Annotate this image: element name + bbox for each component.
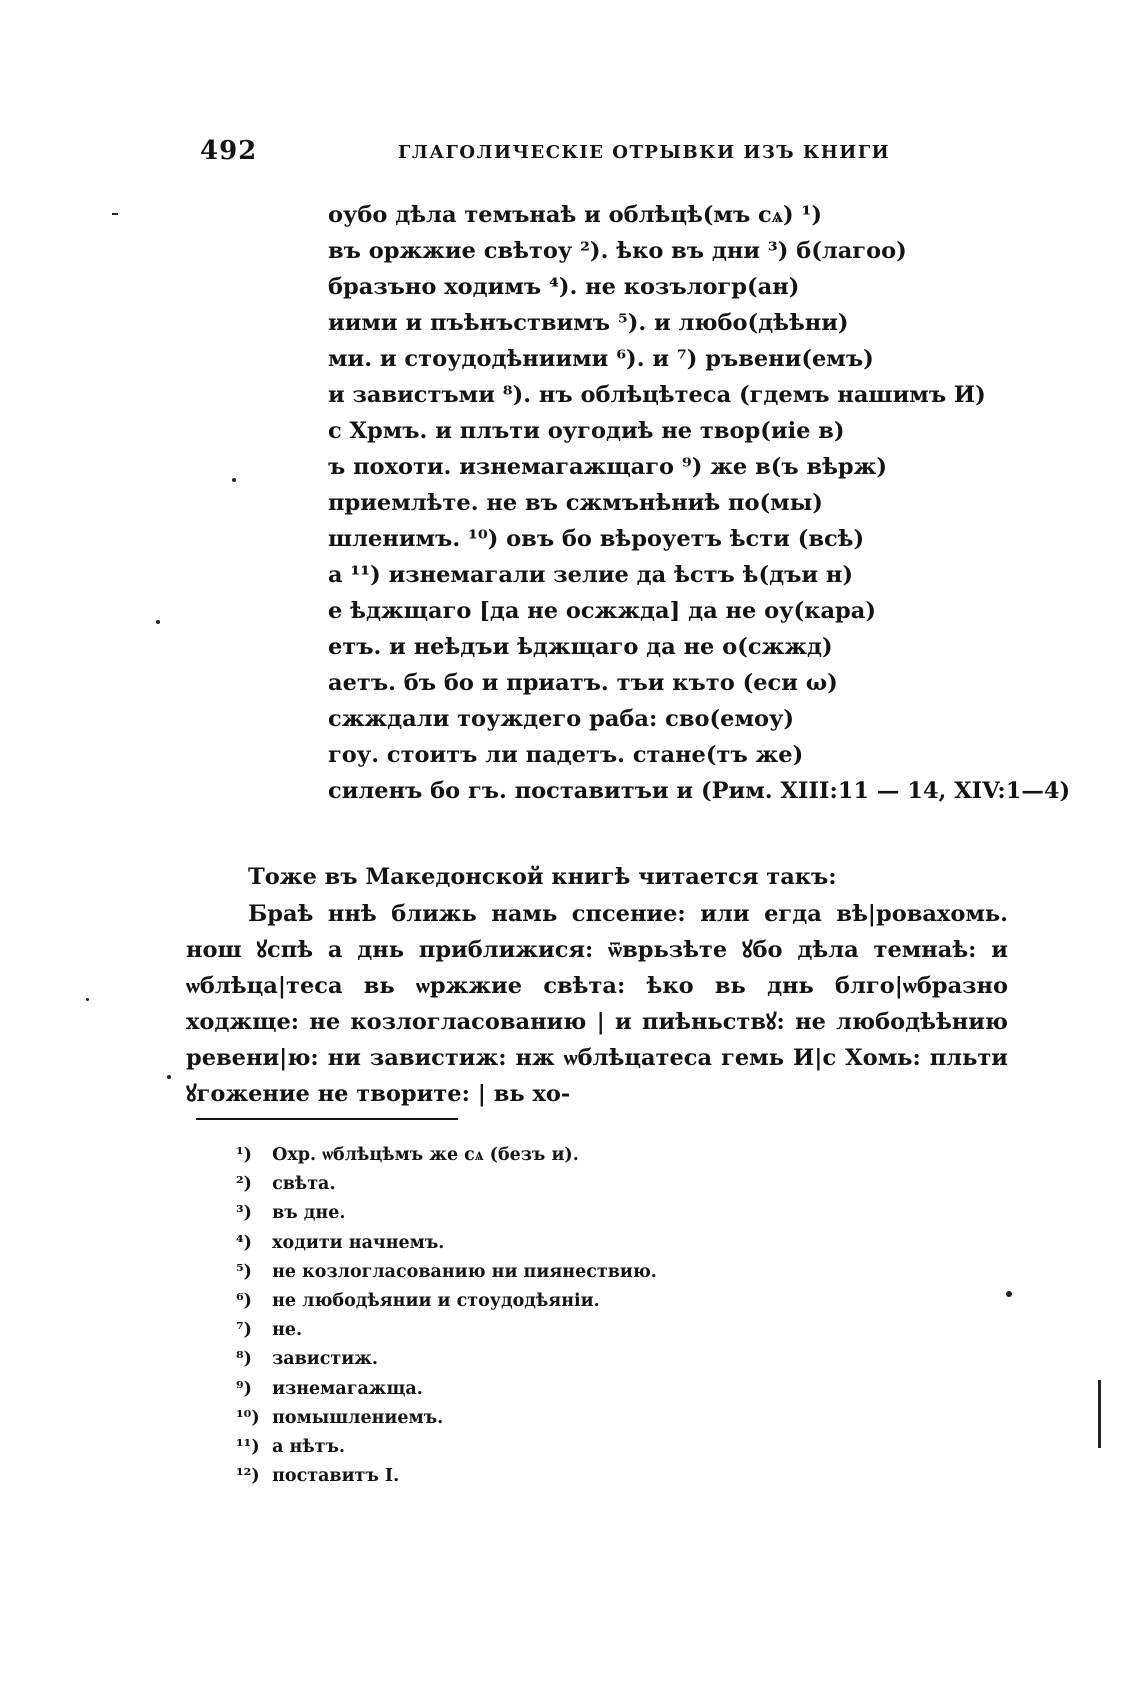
- verse-line: с Хрмъ. и плъти оугодиѣ не твор(иie в): [328, 418, 845, 444]
- verse-line: шленимъ. ¹⁰) овъ бо вѣроуетъ ѣсти (всѣ): [328, 526, 865, 552]
- scan-speck: [1006, 1291, 1012, 1297]
- footnote-text: не любодѣянии и стоудодѣяніи.: [272, 1290, 600, 1311]
- footnote-text: не.: [272, 1320, 303, 1341]
- footnote-number: ¹⁰): [236, 1407, 260, 1428]
- verse-line: сжждали тоуждего раба: сво(емоу): [328, 706, 795, 732]
- footnote-text: завистиж.: [272, 1349, 378, 1370]
- footnote-text: а нѣтъ.: [272, 1436, 345, 1457]
- verse-line: ъ похоти. изнемагажщаго ⁹) же в(ъ вѣрж): [328, 454, 888, 480]
- scan-speck: [86, 998, 89, 1001]
- intro-line: Тоже въ Македонской книгѣ читается такъ:: [248, 864, 837, 890]
- footnote: [236, 1141, 936, 1170]
- verse-line: а ¹¹) изнемагали зелие да ѣстъ ѣ(дъи н): [328, 562, 854, 588]
- footnote-list: [236, 1141, 936, 1491]
- footnote: [236, 1258, 936, 1287]
- footnote: [236, 1433, 936, 1462]
- intro-paragraph: [186, 859, 1008, 895]
- verse-line: силенъ бо гъ. поставитъи и (Рим. XIII:11 — 14, XIV:1—4): [328, 778, 1071, 804]
- footnote-text: Охр. ѡблѣцѣмъ же сѧ (безъ и).: [272, 1145, 579, 1165]
- footnote-number: ⁵): [236, 1261, 252, 1282]
- footnote-number: ¹¹): [236, 1436, 260, 1457]
- running-title: ГЛАГОЛИЧЕСКІЕ ОТРЫВКИ ИЗЪ КНИГИ: [398, 142, 891, 163]
- scan-speck: [232, 478, 236, 482]
- verse-line: гоу. стоитъ ли падетъ. стане(тъ же): [328, 742, 804, 768]
- footnote-number: ¹): [236, 1145, 252, 1165]
- footnote: [236, 1229, 936, 1258]
- footnote: [236, 1462, 936, 1491]
- footnote-text: помышлениемъ.: [272, 1407, 444, 1428]
- footnote-text: свѣта.: [272, 1174, 336, 1195]
- glagolitic-verse-block: [328, 197, 1071, 809]
- scan-speck: [156, 620, 160, 624]
- page-number: 492: [200, 136, 258, 166]
- footnote-text: изнемагажща.: [272, 1378, 423, 1399]
- footnote-number: ⁹): [236, 1378, 252, 1399]
- footnote-number: ⁸): [236, 1349, 252, 1370]
- verse-line: и завистъми ⁸). нъ облѣцѣтеса (гдемъ нашимъ И): [328, 382, 986, 408]
- running-header: [200, 136, 1000, 172]
- footnote-text: поставитъ Ι.: [272, 1466, 400, 1487]
- footnote-text: не козлогласованию ни пиянествию.: [272, 1261, 657, 1282]
- footnote-rule: [196, 1118, 458, 1120]
- footnote-number: ⁴): [236, 1232, 252, 1253]
- footnote: [236, 1404, 936, 1433]
- verse-line: е ѣджщаго [да не осжжда] да не оу(кара): [328, 598, 876, 624]
- verse-line: бразъно ходимъ ⁴). не козълогр(ан): [328, 274, 800, 300]
- footnote: [236, 1199, 936, 1228]
- footnote-number: ⁷): [236, 1320, 252, 1341]
- footnote-number: ³): [236, 1203, 252, 1224]
- footnote-number: ⁶): [236, 1290, 252, 1311]
- macedonian-text: Браѣ ннѣ ближь намь спсение: или егда вѣ|ровахомь. нош ꙋспѣ а днь приближися: ѿврьзѣте ꙋбо дѣла темнаѣ: и ѡблѣца|теса вь ѡржжие свѣта: ѣко вь днь блго|ѡбразно ходжще: не козлогласованию | и пиѣньствꙋ: не любодѣѣнию ревени|ю: ни завистиж: нж ѡблѣцатеса гемь И|с Хомь: пльти ꙋгожение не творите: | вь хо-: [186, 901, 1008, 1107]
- footnote: [236, 1287, 936, 1316]
- verse-line: етъ. и неѣдъи ѣджщаго да не о(сжжд): [328, 634, 833, 660]
- verse-line: аетъ. бъ бо и приатъ. тъи къто (еси ω): [328, 670, 838, 696]
- scan-speck: [112, 213, 118, 215]
- footnote-number: ²): [236, 1174, 252, 1195]
- verse-line: приемлѣте. не въ сжмънѣниѣ по(мы): [328, 490, 823, 516]
- footnote: [236, 1375, 936, 1404]
- verse-line: оубо дѣла темънаѣ и облѣцѣ(мъ сѧ) ¹): [328, 202, 822, 228]
- footnote: [236, 1316, 936, 1345]
- footnote-text: въ дне.: [272, 1203, 346, 1224]
- verse-line: ми. и стоудодѣниими ⁶). и ⁷) ръвени(емъ): [328, 346, 874, 372]
- footnote: [236, 1170, 936, 1199]
- footnote-text: ходити начнемъ.: [272, 1232, 445, 1253]
- verse-line: въ оржжие свѣтоу ²). ѣко въ дни ³) б(лагоо): [328, 238, 907, 264]
- verse-line: иими и пъѣнъствимъ ⁵). и любо(дѣѣни): [328, 310, 849, 336]
- footnote-number: ¹²): [236, 1466, 260, 1487]
- scan-speck: [167, 1075, 171, 1079]
- macedonian-paragraph: [186, 896, 1008, 1112]
- scan-edge-mark: [1098, 1380, 1101, 1448]
- footnote: [236, 1345, 936, 1374]
